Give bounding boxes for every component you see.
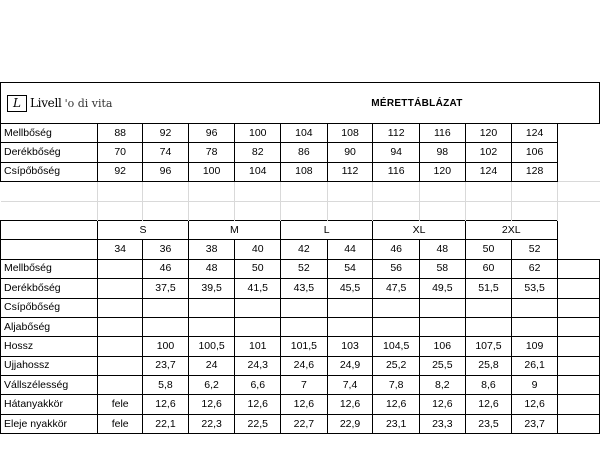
garment-measure-row — [1, 279, 600, 298]
value-cell: 112 — [327, 162, 373, 181]
empty-cell — [143, 201, 189, 220]
empty-cell — [235, 182, 281, 201]
size-group-row — [1, 220, 600, 239]
body-measure-row — [1, 124, 600, 143]
empty-cell — [327, 182, 373, 201]
value-cell: 108 — [327, 124, 373, 143]
value-cell: 22,3 — [188, 414, 235, 433]
empty-cell — [557, 376, 599, 395]
value-cell: 39,5 — [188, 279, 235, 298]
value-cell — [512, 317, 558, 336]
row-label: Derékbőség — [1, 279, 98, 298]
size-group-label: 2XL — [465, 220, 557, 239]
brand-cell — [1, 83, 235, 124]
size-group-label: M — [188, 220, 280, 239]
brand-name: Livell — [30, 95, 62, 110]
empty-cell — [98, 182, 143, 201]
value-cell: 6,6 — [235, 376, 281, 395]
value-cell — [373, 317, 420, 336]
garment-measure-row — [1, 356, 600, 375]
value-cell — [281, 298, 328, 317]
value-cell: 96 — [143, 162, 189, 181]
empty-cell — [1, 220, 98, 239]
value-cell: 24 — [188, 356, 235, 375]
value-cell: 12,6 — [465, 395, 512, 414]
value-cell: 120 — [465, 124, 512, 143]
garment-measure-row — [1, 414, 600, 433]
empty-cell — [557, 240, 599, 259]
value-cell: 103 — [327, 337, 373, 356]
empty-cell — [465, 182, 512, 201]
value-cell — [465, 298, 512, 317]
empty-cell — [235, 201, 281, 220]
empty-cell — [557, 337, 599, 356]
value-cell: 100 — [235, 124, 281, 143]
value-cell: 7,8 — [373, 376, 420, 395]
value-cell: 116 — [373, 162, 420, 181]
garment-measure-row — [1, 376, 600, 395]
empty-cell — [98, 201, 143, 220]
value-cell: 106 — [512, 143, 558, 162]
value-cell: 26,1 — [512, 356, 558, 375]
spacer-row — [1, 182, 600, 201]
size-number: 48 — [420, 240, 466, 259]
empty-cell — [143, 182, 189, 201]
value-cell: 12,6 — [512, 395, 558, 414]
value-cell — [281, 317, 328, 336]
row-label: Hátanyakkör — [1, 395, 98, 414]
size-number: 42 — [281, 240, 328, 259]
value-cell: 24,9 — [327, 356, 373, 375]
body-measure-row — [1, 143, 600, 162]
empty-cell — [557, 317, 599, 336]
value-cell — [465, 317, 512, 336]
empty-cell — [557, 162, 599, 181]
value-cell — [327, 317, 373, 336]
value-cell: 86 — [281, 143, 328, 162]
value-cell: 116 — [420, 124, 466, 143]
value-cell: 56 — [373, 259, 420, 278]
size-number: 40 — [235, 240, 281, 259]
value-cell: 107,5 — [465, 337, 512, 356]
empty-cell — [557, 143, 599, 162]
value-cell — [327, 298, 373, 317]
empty-cell — [557, 414, 599, 433]
value-cell: 52 — [281, 259, 328, 278]
logo-mark-icon: L — [7, 95, 27, 112]
value-cell — [512, 298, 558, 317]
size-group-label: XL — [373, 220, 465, 239]
value-cell: 108 — [281, 162, 328, 181]
row-label: Aljabőség — [1, 317, 98, 336]
value-cell: 46 — [143, 259, 189, 278]
value-cell: 106 — [420, 337, 466, 356]
empty-cell — [188, 201, 235, 220]
value-cell: 51,5 — [465, 279, 512, 298]
empty-cell — [512, 182, 558, 201]
value-cell: 98 — [420, 143, 466, 162]
row-note — [98, 279, 143, 298]
value-cell: 124 — [512, 124, 558, 143]
empty-cell — [1, 182, 98, 201]
value-cell: 23,7 — [143, 356, 189, 375]
row-label: Mellbőség — [1, 259, 98, 278]
size-number: 44 — [327, 240, 373, 259]
header-row — [1, 83, 600, 124]
row-label: Hossz — [1, 337, 98, 356]
value-cell: 94 — [373, 143, 420, 162]
value-cell: 22,7 — [281, 414, 328, 433]
value-cell — [143, 317, 189, 336]
value-cell: 96 — [188, 124, 235, 143]
value-cell: 37,5 — [143, 279, 189, 298]
spacer-row — [1, 201, 600, 220]
row-label: Mellbőség — [1, 124, 98, 143]
value-cell: 7,4 — [327, 376, 373, 395]
empty-cell — [557, 395, 599, 414]
value-cell: 23,3 — [420, 414, 466, 433]
value-cell: 60 — [465, 259, 512, 278]
value-cell: 82 — [235, 143, 281, 162]
value-cell: 62 — [512, 259, 558, 278]
row-label: Ujjahossz — [1, 356, 98, 375]
value-cell: 120 — [420, 162, 466, 181]
value-cell: 48 — [188, 259, 235, 278]
size-number: 52 — [512, 240, 558, 259]
value-cell: 101,5 — [281, 337, 328, 356]
value-cell: 6,2 — [188, 376, 235, 395]
row-note — [98, 259, 143, 278]
value-cell: 74 — [143, 143, 189, 162]
row-note — [98, 356, 143, 375]
size-group-label: L — [281, 220, 373, 239]
size-number-row — [1, 240, 600, 259]
value-cell: 49,5 — [420, 279, 466, 298]
value-cell: 92 — [143, 124, 189, 143]
size-number: 50 — [465, 240, 512, 259]
empty-cell — [465, 201, 512, 220]
empty-cell — [327, 201, 373, 220]
empty-cell — [1, 240, 98, 259]
value-cell: 45,5 — [327, 279, 373, 298]
empty-cell — [557, 259, 599, 278]
value-cell: 100 — [143, 337, 189, 356]
value-cell: 8,2 — [420, 376, 466, 395]
empty-cell — [557, 298, 599, 317]
value-cell: 12,6 — [327, 395, 373, 414]
value-cell: 24,6 — [281, 356, 328, 375]
empty-cell — [281, 201, 328, 220]
value-cell: 24,3 — [235, 356, 281, 375]
row-note — [98, 337, 143, 356]
value-cell: 50 — [235, 259, 281, 278]
empty-cell — [557, 182, 599, 201]
size-chart-table — [0, 82, 600, 434]
row-label: Csípőbőség — [1, 162, 98, 181]
garment-measure-row — [1, 259, 600, 278]
garment-measure-row — [1, 298, 600, 317]
value-cell: 22,9 — [327, 414, 373, 433]
empty-cell — [188, 182, 235, 201]
value-cell: 23,5 — [465, 414, 512, 433]
value-cell: 23,7 — [512, 414, 558, 433]
value-cell: 102 — [465, 143, 512, 162]
value-cell: 92 — [98, 162, 143, 181]
value-cell: 109 — [512, 337, 558, 356]
value-cell — [420, 317, 466, 336]
value-cell: 47,5 — [373, 279, 420, 298]
value-cell: 7 — [281, 376, 328, 395]
value-cell — [188, 317, 235, 336]
row-note: fele — [98, 395, 143, 414]
value-cell: 53,5 — [512, 279, 558, 298]
garment-measure-row — [1, 317, 600, 336]
value-cell: 22,1 — [143, 414, 189, 433]
empty-cell — [373, 182, 420, 201]
value-cell — [235, 317, 281, 336]
value-cell — [235, 298, 281, 317]
value-cell: 88 — [98, 124, 143, 143]
empty-cell — [420, 182, 466, 201]
value-cell: 112 — [373, 124, 420, 143]
value-cell — [420, 298, 466, 317]
value-cell: 23,1 — [373, 414, 420, 433]
value-cell: 58 — [420, 259, 466, 278]
garment-measure-row — [1, 395, 600, 414]
empty-cell — [373, 201, 420, 220]
value-cell — [373, 298, 420, 317]
value-cell: 43,5 — [281, 279, 328, 298]
empty-cell — [512, 201, 558, 220]
value-cell: 104 — [235, 162, 281, 181]
empty-cell — [557, 220, 599, 239]
row-note — [98, 298, 143, 317]
size-number: 36 — [143, 240, 189, 259]
row-label: Vállszélesség — [1, 376, 98, 395]
value-cell: 70 — [98, 143, 143, 162]
size-chart-sheet — [0, 82, 600, 434]
row-label: Eleje nyakkör — [1, 414, 98, 433]
row-note — [98, 376, 143, 395]
empty-cell — [281, 182, 328, 201]
row-label: Csípőbőség — [1, 298, 98, 317]
value-cell: 12,6 — [373, 395, 420, 414]
garment-measure-row — [1, 337, 600, 356]
value-cell: 101 — [235, 337, 281, 356]
value-cell: 5,8 — [143, 376, 189, 395]
brand-logo — [3, 95, 233, 112]
empty-cell — [557, 279, 599, 298]
size-number: 38 — [188, 240, 235, 259]
value-cell — [188, 298, 235, 317]
size-number: 46 — [373, 240, 420, 259]
value-cell: 9 — [512, 376, 558, 395]
value-cell: 22,5 — [235, 414, 281, 433]
value-cell: 25,2 — [373, 356, 420, 375]
value-cell: 90 — [327, 143, 373, 162]
row-note: fele — [98, 414, 143, 433]
value-cell: 100,5 — [188, 337, 235, 356]
body-measure-row — [1, 162, 600, 181]
empty-cell — [1, 201, 98, 220]
empty-cell — [557, 124, 599, 143]
value-cell: 8,6 — [465, 376, 512, 395]
value-cell: 12,6 — [235, 395, 281, 414]
value-cell: 12,6 — [188, 395, 235, 414]
value-cell: 12,6 — [420, 395, 466, 414]
empty-cell — [557, 201, 599, 220]
brand-suffix: 'o di vita — [64, 96, 113, 110]
value-cell: 78 — [188, 143, 235, 162]
value-cell: 12,6 — [143, 395, 189, 414]
value-cell: 54 — [327, 259, 373, 278]
value-cell: 104,5 — [373, 337, 420, 356]
value-cell: 25,8 — [465, 356, 512, 375]
size-group-label: S — [98, 220, 189, 239]
value-cell: 104 — [281, 124, 328, 143]
row-note — [98, 317, 143, 336]
value-cell: 124 — [465, 162, 512, 181]
size-number: 34 — [98, 240, 143, 259]
value-cell: 12,6 — [281, 395, 328, 414]
value-cell: 100 — [188, 162, 235, 181]
value-cell: 25,5 — [420, 356, 466, 375]
value-cell: 41,5 — [235, 279, 281, 298]
value-cell — [143, 298, 189, 317]
empty-cell — [557, 356, 599, 375]
page-title: MÉRETTÁBLÁZAT — [235, 83, 600, 124]
value-cell: 128 — [512, 162, 558, 181]
empty-cell — [420, 201, 466, 220]
row-label: Derékbőség — [1, 143, 98, 162]
